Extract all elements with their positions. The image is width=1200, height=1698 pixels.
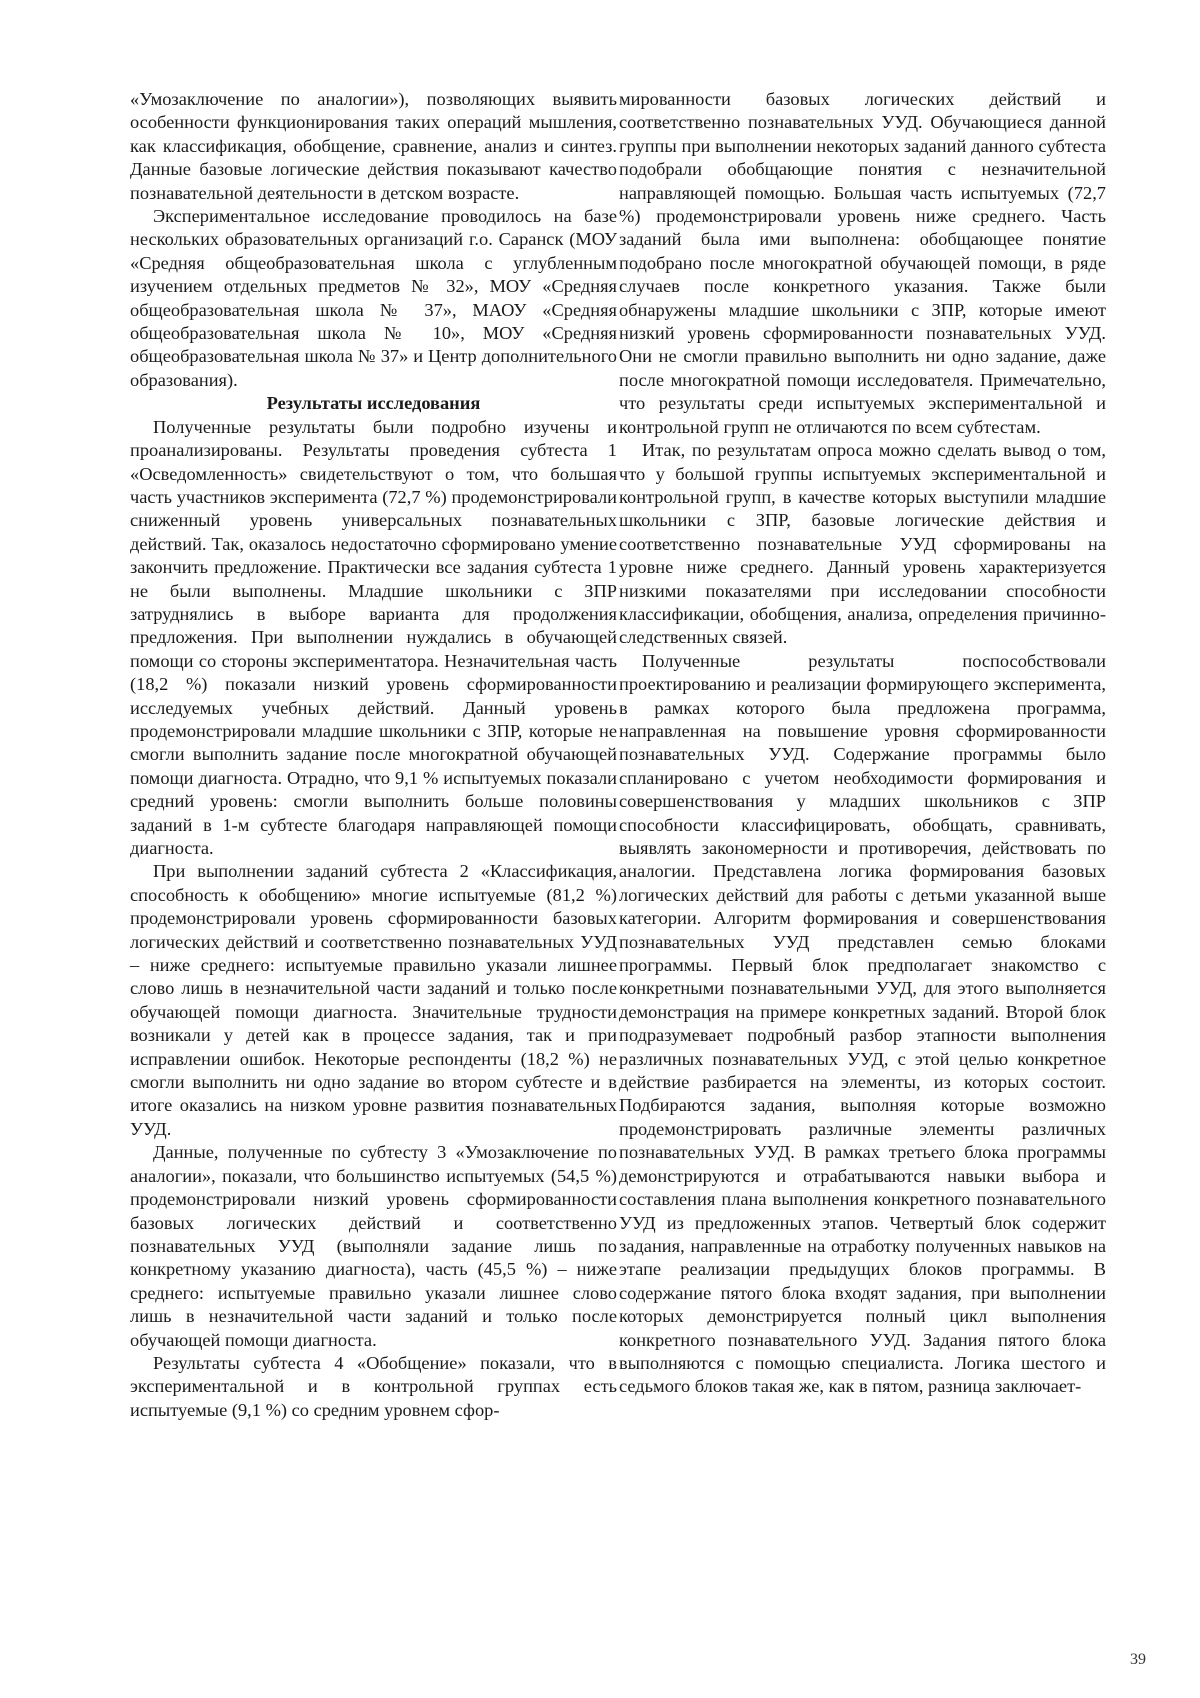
left-column <box>130 88 617 1422</box>
right-column <box>619 88 1106 1399</box>
paragraph: Результаты субтеста 4 «Обобщение» показали, что в экспериментальной и в контрольной группах есть испытуемые (9,1 %) со средним уровнем сфор- <box>130 1352 617 1420</box>
paragraph: «Умозаключение по аналогии»), позволяющих выявить особенности функционирования таких операций мышления, как классификация, обобщение, сравнение, анализ и синтез. Данные базовые логические действия показывают качество познавательной деятельности в детском возрасте. <box>130 89 617 203</box>
paragraph: Полученные результаты были подробно изучены и проанализированы. Результаты проведения субтеста 1 «Осведомленность» свидетельствуют о том, что большая часть участников эксперимента (72,7 %) продемонстрировали сниженный уровень универсальных познавательных действий. Так, оказалось недостаточно сформировано умение закончить предложение. Практически все задания субтеста 1 не были выполнены. Младшие школьники с ЗПР затруднялись в выборе варианта для продолжения предложения. При выполнении нуждались в обучающей помощи со стороны экспериментатора. Незначительная часть (18,2 %) показали низкий уровень сформированности исследуемых учебных действий. Данный уровень продемонстрировали младшие школьники с ЗПР, которые не смогли выполнить задание после многократной обучающей помощи диагноста. Отрадно, что 9,1 % испытуемых показали средний уровень: смогли выполнить больше половины заданий в 1-м субтесте благодаря направляющей помощи диагноста. <box>130 416 617 858</box>
paragraph: Экспериментальное исследование проводилось на базе нескольких образовательных организаций г.о. Саранск (МОУ «Средняя общеобразовательная школа с углубленным изучением отдельных предметов № 32», МОУ «Средняя общеобразовательная школа № 37», МАОУ «Средняя общеобразовательная школа № 10», МОУ «Средняя общеобразовательная школа № 37» и Центр дополнительного образования). <box>130 206 617 390</box>
section-heading: Результаты исследования <box>266 393 481 414</box>
paragraph: Итак, по результатам опроса можно сделать вывод о том, что у большой группы испытуемых экспериментальной и контрольной групп, в качестве которых выступили младшие школьники с ЗПР, базовые логические действия и соответственно познавательные УУД сформированы на уровне ниже среднего. Данный уровень характеризуется низкими показателями при исследовании способности классификации, обобщения, анализа, определения причинно-следственных связей. <box>619 440 1106 648</box>
paragraph: мированности базовых логических действий и соответственно познавательных УУД. Обучающиеся данной группы при выполнении некоторых заданий данного субтеста подобрали обобщающие понятия с незначительной направляющей помощью. Большая часть испытуемых (72,7 %) продемонстрировали уровень ниже среднего. Часть заданий была ими выполнена: обобщающее понятие подобрано после многократной обучающей помощи, в ряде случаев после конкретного указания. Также были обнаружены младшие школьники с ЗПР, которые имеют низкий уровень сформированности познавательных УУД. Они не смогли правильно выполнить ни одно задание, даже после многократной помощи исследователя. Примечательно, что результаты среди испытуемых экспериментальной и контрольной групп не отличаются по всем субтестам. <box>619 89 1106 437</box>
paragraph: Данные, полученные по субтесту 3 «Умозаключение по аналогии», показали, что большинство испытуемых (54,5 %) продемонстрировали низкий уровень сформированности базовых логических действий и соответственно познавательных УУД (выполняли задание лишь по конкретному указанию диагноста), часть (45,5 %) – ниже среднего: испытуемые правильно указали лишнее слово лишь в незначительной части заданий и только после обучающей помощи диагноста. <box>130 1142 617 1350</box>
paragraph: При выполнении заданий субтеста 2 «Классификация, способность к обобщению» многие испытуемые (81,2 %) продемонстрировали уровень сформированности базовых логических действий и соответственно познавательных УУД – ниже среднего: испытуемые правильно указали лишнее слово лишь в незначительной части заданий и только после обучающей помощи диагноста. Значительные трудности возникали у детей как в процессе задания, так и при исправлении ошибок. Некоторые респонденты (18,2 %) не смогли выполнить ни одно задание во втором субтесте и в итоге оказались на низком уровне развития познавательных УУД. <box>130 861 617 1139</box>
page-number: 39 <box>1130 1651 1146 1668</box>
paragraph: Полученные результаты поспособствовали проектированию и реализации формирующего эксперимента, в рамках которого была предложена программа, направленная на повышение уровня сформированности познавательных УУД. Содержание программы было спланировано с учетом необходимости формирования и совершенствования у младших школьников с ЗПР способности классифицировать, обобщать, сравнивать, выявлять закономерности и противоречия, действовать по аналогии. Представлена логика формирования базовых логических действий для работы с детьми указанной выше категории. Алгоритм формирования и совершенствования познавательных УУД представлен семью блоками программы. Первый блок предполагает знакомство с конкретными познавательными УУД, для этого выполняется демонстрация на примере конкретных заданий. Второй блок подразумевает подробный разбор этапности выполнения различных познавательных УУД, с этой целью конкретное действие разбирается на элементы, из которых состоит. Подбираются задания, выполняя которые возможно продемонстрировать различные элементы различных познавательных УУД. В рамках третьего блока программы демонстрируются и отрабатываются навыки выбора и составления плана выполнения конкретного познавательного УУД из предложенных этапов. Четвертый блок содержит задания, направленные на отработку полученных навыков на этапе реализации предыдущих блоков программы. В содержание пятого блока входят задания, при выполнении которых демонстрируется полный цикл выполнения конкретного познавательного УУД. Задания пятого блока выполняются с помощью специалиста. Логика шестого и седьмого блоков такая же, как в пятом, разница заключает- <box>619 650 1106 1397</box>
